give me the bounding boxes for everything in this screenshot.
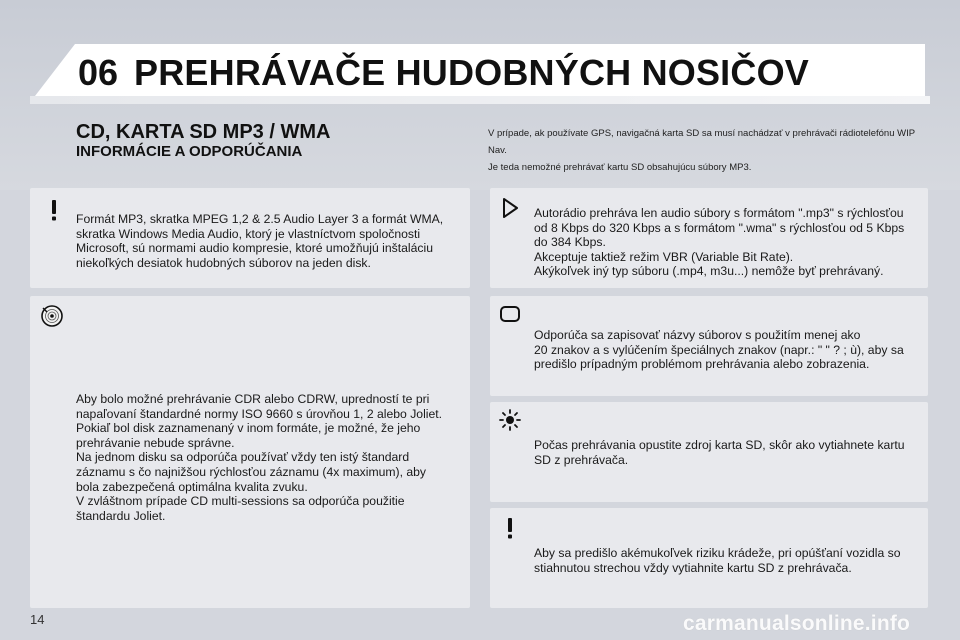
text-line: napaľovaní štandardné normy ISO 9660 s úrovňou 1, 2 alebo Joliet. <box>76 406 443 421</box>
panel-text <box>534 206 926 279</box>
chapter-title: PREHRÁVAČE HUDOBNÝCH NOSIČOV <box>134 52 809 93</box>
text-line: prehrávanie nebude správne. <box>76 435 235 450</box>
text-line: stiahnutou strechou vždy vytiahnite kartu SD z prehrávača. <box>534 560 852 575</box>
warning-exclamation-icon <box>42 198 66 222</box>
text-line: Autorádio prehráva len audio súbory s formátom ".mp3" s rýchlosťou <box>534 206 904 220</box>
panel-text <box>534 546 926 575</box>
text-line: od 8 Kbps do 320 Kbps a s formátom ".wma" s rýchlosťou od 5 Kbps <box>534 220 905 235</box>
intro-line: Je teda nemožné prehrávať kartu SD obsahujúcu súbory MP3. <box>488 162 752 173</box>
disc-icon <box>40 304 64 328</box>
panel-text <box>76 392 466 523</box>
panel-cd-burning <box>30 296 470 608</box>
text-line: bola zabezpečená optimálna kvalita zvuku. <box>76 479 308 494</box>
info-box-icon <box>498 302 522 326</box>
text-line: SD z prehrávača. <box>534 452 629 467</box>
text-line: skratka Windows Media Audio, ktorý je vlastníctvom spoločnosti <box>76 226 421 241</box>
header-divider <box>30 96 930 104</box>
text-line: Aby bolo možné prehrávanie CDR alebo CDRW, upredností te pri <box>76 392 430 406</box>
panel-file-names <box>490 296 928 396</box>
text-line: štandardu Joliet. <box>76 508 166 523</box>
section-intro <box>488 125 928 176</box>
panel-supported-formats <box>490 188 928 288</box>
panel-text <box>534 438 926 467</box>
watermark: carmanualsonline.info <box>683 612 911 635</box>
text-line: záznamu s čo najnižšou rýchlosťou záznamu (4x maximum), aby <box>76 464 427 479</box>
warning-exclamation-icon <box>498 516 522 540</box>
text-line: Aby sa predišlo akémukoľvek riziku krádeže, pri opúšťaní vozidla so <box>534 546 901 560</box>
tip-sun-icon <box>498 408 522 432</box>
text-line: Na jednom disku sa odporúča používať vždy ten istý štandard <box>76 450 410 465</box>
text-line: do 384 Kbps. <box>534 235 606 250</box>
page-number: 14 <box>30 612 45 627</box>
intro-line: V prípade, ak používate GPS, navigačná karta SD sa musí nachádzať v prehrávači rádiotelefónu WIP Nav. <box>488 128 915 156</box>
text-line: Formát MP3, skratka MPEG 1,2 & 2.5 Audio Layer 3 a formát WMA, <box>76 212 444 226</box>
section-title: CD, KARTA SD MP3 / WMA <box>76 121 331 143</box>
text-line: predišlo prípadným problémom prehrávania alebo zobrazenia. <box>534 357 870 372</box>
chapter-number: 06 <box>78 52 119 93</box>
section-subtitle: INFORMÁCIE A ODPORÚČANIA <box>76 143 303 160</box>
text-line: Odporúča sa zapisovať názvy súborov s použitím menej ako <box>534 328 861 342</box>
text-line: Akýkoľvek iný typ súboru (.mp4, m3u...) nemôže byť prehrávaný. <box>534 264 884 279</box>
play-icon <box>498 196 522 220</box>
text-line: Počas prehrávania opustite zdroj karta SD, skôr ako vytiahnete kartu <box>534 438 905 452</box>
panel-theft-warning <box>490 508 928 608</box>
text-line: 20 znakov a s vylúčením špeciálnych znakov (napr.: " " ? ; ù), aby sa <box>534 342 904 357</box>
text-line: Microsoft, sú normami audio kompresie, ktoré umožňujú inštaláciu <box>76 241 433 256</box>
text-line: niekoľkých desiatok hudobných súborov na jeden disk. <box>76 255 371 270</box>
panel-mp3-wma-formats <box>30 188 470 288</box>
text-line: Pokiaľ bol disk zaznamenaný v inom formáte, je možné, že jeho <box>76 421 421 436</box>
panel-sd-removal <box>490 402 928 502</box>
text-line: Akceptuje taktiež režim VBR (Variable Bit Rate). <box>534 249 794 264</box>
panel-text <box>76 212 466 270</box>
text-line: V zvláštnom prípade CD multi-sessions sa odporúča použitie <box>76 494 405 509</box>
panel-text <box>534 328 926 372</box>
